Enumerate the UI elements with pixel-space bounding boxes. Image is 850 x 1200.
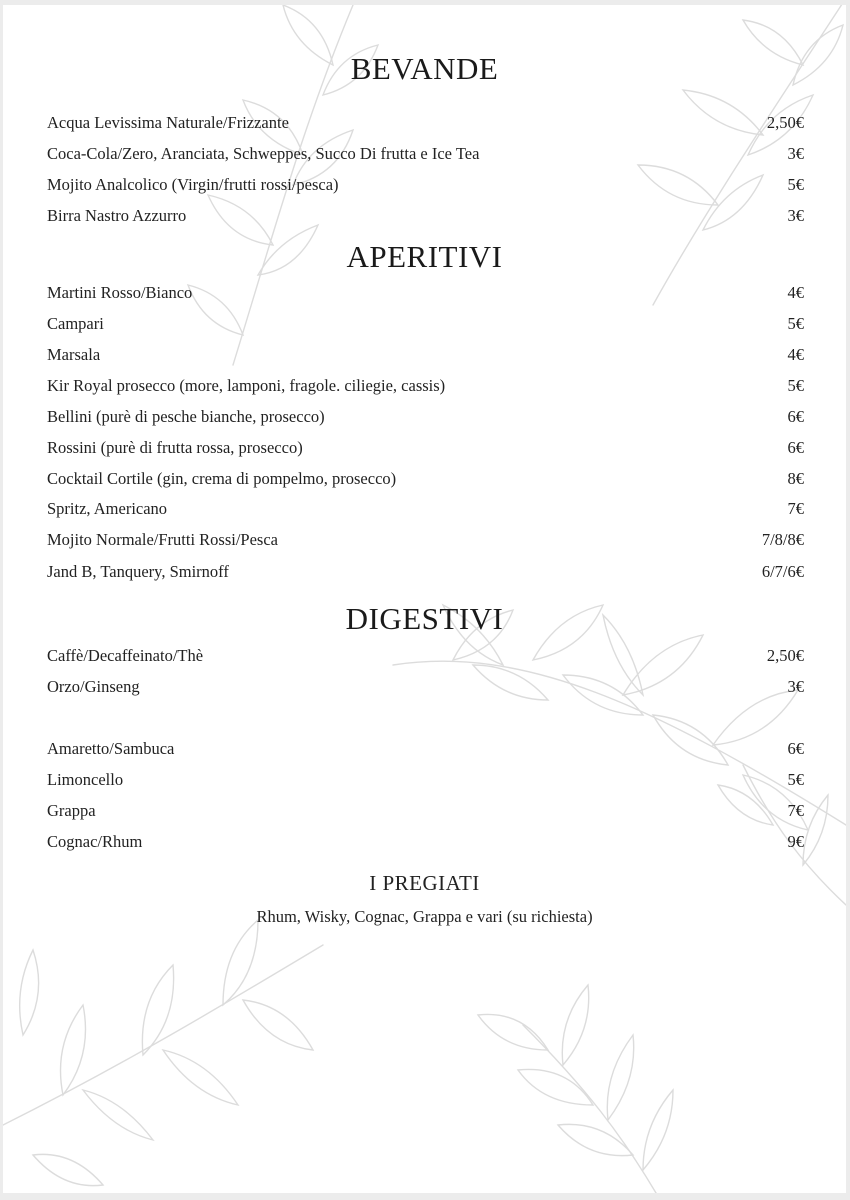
item-price: 6€: [787, 407, 804, 426]
item-name: Limoncello: [47, 770, 124, 789]
item-name: Marsala: [47, 345, 101, 364]
item-price: 3€: [787, 144, 804, 163]
item-name: Kir Royal prosecco (more, lamponi, fragole. ciliegie, cassis): [47, 376, 446, 395]
menu-item: [47, 677, 804, 701]
item-price: 5€: [787, 770, 804, 789]
menu-item: [47, 175, 804, 199]
item-price: 6€: [787, 739, 804, 758]
item-price: 5€: [787, 175, 804, 194]
item-name: Jand B, Tanquery, Smirnoff: [47, 562, 229, 581]
section-title-bevande: BEVANDE: [350, 51, 499, 86]
item-name: Acqua Levissima Naturale/Frizzante: [47, 113, 289, 132]
menu-item: [47, 283, 804, 307]
menu-item: [47, 206, 804, 230]
menu-item: [47, 407, 804, 431]
item-name: Amaretto/Sambuca: [47, 739, 175, 758]
pregiati-title: I PREGIATI: [369, 871, 480, 895]
item-name: Rossini (purè di frutta rossa, prosecco): [47, 438, 303, 457]
menu-item: [47, 113, 804, 137]
item-price: 7€: [787, 801, 804, 820]
menu-page: [3, 5, 846, 1193]
item-name: Campari: [47, 314, 104, 333]
menu-item: [47, 530, 804, 554]
section-title-digestivi: DIGESTIVI: [345, 601, 504, 636]
menu-item: [47, 144, 804, 168]
item-price: 3€: [787, 206, 804, 225]
menu-item: [47, 832, 804, 856]
item-name: Mojito Analcolico (Virgin/frutti rossi/pesca): [47, 175, 339, 194]
menu-item: [47, 314, 804, 338]
item-price: 9€: [787, 832, 804, 851]
menu-item: [47, 469, 804, 493]
item-name: Cognac/Rhum: [47, 832, 143, 851]
menu-item: [47, 801, 804, 825]
menu-item: [47, 376, 804, 400]
item-price: 8€: [787, 469, 804, 488]
item-price: 2,50€: [766, 113, 804, 132]
item-price: 7€: [787, 499, 804, 518]
item-price: 7/8/8€: [761, 530, 804, 549]
item-name: Caffè/Decaffeinato/Thè: [47, 646, 204, 665]
menu-item: [47, 562, 804, 586]
item-name: Orzo/Ginseng: [47, 677, 140, 696]
menu-content: [3, 5, 846, 1193]
menu-item: [47, 345, 804, 369]
item-name: Martini Rosso/Bianco: [47, 283, 193, 302]
menu-item: [47, 438, 804, 462]
menu-item: [47, 739, 804, 763]
item-name: Spritz, Americano: [47, 499, 168, 518]
pregiati-note: Rhum, Wisky, Cognac, Grappa e vari (su richiesta): [256, 907, 593, 926]
item-price: 5€: [787, 314, 804, 333]
item-name: Bellini (purè di pesche bianche, prosecco): [47, 407, 325, 426]
item-price: 4€: [787, 283, 804, 302]
item-name: Cocktail Cortile (gin, crema di pompelmo, prosecco): [47, 469, 397, 488]
item-name: Coca-Cola/Zero, Aranciata, Schweppes, Succo Di frutta e Ice Tea: [47, 144, 480, 163]
item-price: 5€: [787, 376, 804, 395]
item-price: 6/7/6€: [761, 562, 804, 581]
item-price: 6€: [787, 438, 804, 457]
item-price: 2,50€: [766, 646, 804, 665]
section-title-aperitivi: APERITIVI: [346, 239, 503, 274]
menu-item: [47, 770, 804, 794]
item-price: 3€: [787, 677, 804, 696]
item-price: 4€: [787, 345, 804, 364]
item-name: Grappa: [47, 801, 96, 820]
item-name: Mojito Normale/Frutti Rossi/Pesca: [47, 530, 278, 549]
menu-item: [47, 646, 804, 670]
item-name: Birra Nastro Azzurro: [47, 206, 187, 225]
menu-item: [47, 499, 804, 523]
